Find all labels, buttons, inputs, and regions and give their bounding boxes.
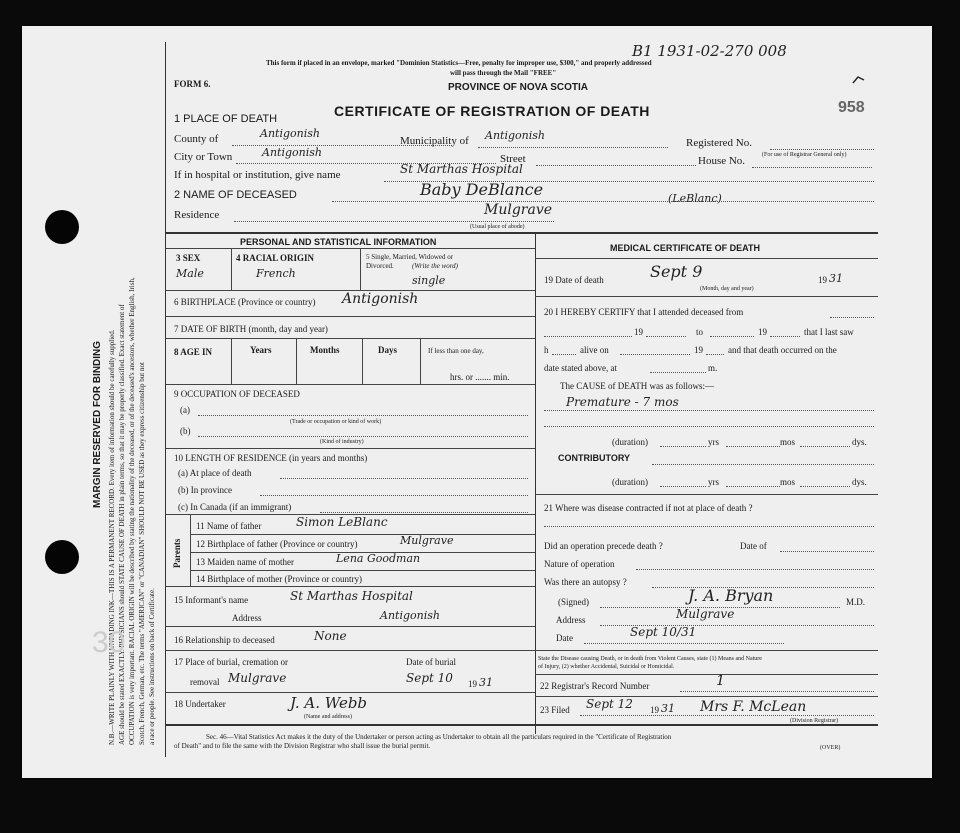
undertaker-value: J. A. Webb [290, 694, 368, 712]
deceased-name-line [332, 201, 874, 202]
deceased-name-value: Baby DeBlance [420, 180, 544, 199]
certify-line-3b-post [620, 354, 690, 355]
registrar-record-value: 1 [716, 673, 725, 689]
length-province-label: (b) In province [178, 485, 232, 495]
status-label-3: (Write the word) [412, 262, 459, 270]
city-label: City or Town [174, 151, 233, 163]
burial-label-2: removal [190, 677, 220, 687]
occupation-label: 9 OCCUPATION OF DECEASED [174, 389, 300, 399]
date-of-death-year-value: 31 [829, 272, 843, 285]
birthplace-value: Antigonish [342, 291, 419, 307]
cause-duration-line [660, 446, 706, 447]
filed-year-label: 19 [650, 705, 659, 715]
date-of-death-year-label: 19 [818, 275, 827, 285]
occupation-a-label: (a) [180, 405, 190, 415]
burial-label-1: 17 Place of burial, cremation or [174, 657, 288, 667]
age-col-2 [296, 338, 297, 384]
father-value: Simon LeBlanc [296, 515, 388, 529]
contributory-mos-line [800, 486, 850, 487]
death-certificate [22, 26, 932, 778]
operation-date-line [780, 551, 874, 552]
division-registrar-signature: Mrs F. McLean [700, 699, 807, 715]
cause-duration-label: (duration) [612, 437, 648, 447]
cause-line-2 [544, 426, 874, 427]
residence-label: Residence [174, 209, 220, 221]
length-canada-label: (c) In Canada (if an immigrant) [178, 502, 292, 512]
cause-dys-label: dys. [852, 437, 867, 447]
occupation-b-note: (Kind of industry) [320, 439, 364, 445]
father-birthplace-value: Mulgrave [400, 534, 454, 547]
certify-line-2c: 19 [758, 327, 767, 337]
state-note-rule [535, 674, 878, 675]
municipality-value: Antigonish [485, 129, 545, 142]
contributory-yrs-label: yrs [708, 477, 719, 487]
nature-operation-line [636, 569, 874, 570]
burial-date-label: Date of burial [406, 657, 456, 667]
deceased-name-label: 2 NAME OF DECEASED [174, 189, 297, 201]
registrar-record-label: 22 Registrar's Record Number [540, 681, 650, 691]
status-label-2: Divorced. [366, 262, 394, 270]
occupation-b-label: (b) [180, 426, 191, 436]
relationship-value: None [314, 629, 347, 643]
father-label: 11 Name of father [196, 521, 262, 531]
cause-label: The CAUSE of DEATH was as follows:— [560, 381, 714, 391]
undertaker-note: (Name and address) [304, 714, 352, 720]
margin-instruction-5: a race or people. See instructions on back of Certificate. [148, 588, 156, 745]
filed-date-value: Sept 12 [586, 697, 633, 711]
margin-instruction-4: Scotch, French, German, etc. The terms "AMERICAN" or "CANADIAN" SHOULD NOT BE USED as they express citizenship but not [138, 362, 146, 745]
row-7-rule [166, 338, 535, 339]
md-label: M.D. [846, 597, 866, 607]
grid-top-rule [166, 232, 878, 234]
county-value: Antigonish [260, 127, 320, 140]
length-canada-line [320, 512, 528, 513]
operation-label: Did an operation precede death ? [544, 541, 663, 551]
province-label: PROVINCE OF NOVA SCOTIA [448, 82, 589, 93]
physician-address-label: Address [556, 615, 586, 625]
age-col-1 [231, 338, 232, 384]
medical-heading-rule [535, 258, 878, 259]
certify-line-3a-post [552, 354, 576, 355]
certify-time-line [650, 372, 706, 373]
autopsy-label: Was there an autopsy ? [544, 577, 627, 587]
undertaker-label: 18 Undertaker [174, 699, 226, 709]
certify-line-1: 20 I HEREBY CERTIFY that I attended deceased from [544, 307, 744, 317]
filed-label: 23 Filed [540, 705, 570, 715]
certify-line-2a-pre [544, 336, 632, 337]
street-line [536, 165, 696, 166]
date-of-death-label: 19 Date of death [544, 275, 604, 285]
county-label: County of [174, 133, 219, 145]
faint-mark: 30 [92, 626, 126, 659]
age-less-day-label: If less than one day, [428, 347, 484, 355]
cause-value: Premature - 7 mos [566, 395, 679, 409]
cause-mos-line [800, 446, 850, 447]
cause-mos-label: mos [780, 437, 796, 447]
envelope-note-2: will pass through the Mail "FREE" [450, 69, 557, 77]
informant-value: St Marthas Hospital [290, 589, 413, 603]
municipality-label: Municipality of [400, 135, 469, 147]
sec46-text-1: Sec. 46—Vital Statistics Act makes it the duty of the Undertaker or person acting as Undertaker to obtain all the particulars required in the "Certificate of Registration [206, 733, 672, 741]
occupation-a-note: (Trade or occupation or kind of work) [290, 419, 382, 425]
registered-label: Registered No. [686, 137, 752, 149]
length-residence-label: 10 LENGTH OF RESIDENCE (in years and months) [174, 453, 368, 463]
occupation-b-line [198, 436, 528, 437]
medical-heading: MEDICAL CERTIFICATE OF DEATH [610, 243, 760, 253]
contributory-duration-line [660, 486, 706, 487]
row-9-rule [166, 448, 535, 449]
birthplace-label: 6 BIRTHPLACE (Province or country) [174, 297, 316, 307]
burial-date-value: Sept 10 [406, 671, 453, 685]
informant-address-value: Antigonish [380, 609, 440, 622]
personal-heading-rule [166, 248, 535, 249]
certify-line-2a: 19 [634, 327, 643, 337]
date-of-death-note: (Month, day and year) [700, 286, 754, 292]
length-place-label: (a) At place of death [178, 468, 252, 478]
sex-value: Male [176, 267, 204, 280]
father-rule [190, 534, 535, 535]
signed-label: (Signed) [558, 597, 589, 607]
status-value: single [412, 274, 446, 287]
age-label: 8 AGE IN [174, 347, 213, 357]
racial-label: 4 RACIAL ORIGIN [236, 253, 315, 263]
age-hrs-min-label: hrs. or ....... min. [450, 372, 510, 382]
burial-year-label: 19 [468, 679, 477, 689]
where-contracted-line [544, 526, 874, 527]
cause-yrs-line [726, 446, 780, 447]
envelope-note-1: This form if placed in an envelope, marked "Dominion Statistics—Free, penalty for improper use, $300," and properly addressed [266, 59, 652, 67]
age-years-label: Years [250, 345, 272, 355]
age-col-3 [362, 338, 363, 384]
grid-center-divider [535, 232, 536, 734]
certify-line-3a: h [544, 345, 549, 355]
contributory-label: CONTRIBUTORY [558, 453, 630, 463]
registered-line [770, 149, 874, 150]
deceased-name-alt: (LeBlanc) [668, 192, 722, 205]
physician-address-value: Mulgrave [676, 607, 735, 621]
house-line [752, 167, 872, 168]
mother-rule [190, 570, 535, 571]
house-label: House No. [698, 155, 746, 167]
municipality-line [478, 147, 668, 148]
residence-note: (Usual place of abode) [470, 224, 525, 230]
parents-rule [166, 586, 535, 587]
hospital-label: If in hospital or institution, give name [174, 169, 341, 181]
certify-line-3c: 19 [694, 345, 703, 355]
racial-value: French [256, 267, 296, 280]
burial-place-value: Mulgrave [228, 671, 287, 685]
physician-date-value: Sept 10/31 [630, 625, 697, 639]
filed-year-value: 31 [661, 702, 675, 715]
registrar-record-line [680, 691, 874, 692]
contributory-duration-label: (duration) [612, 477, 648, 487]
certify-from-line [830, 317, 874, 318]
where-contracted-label: 21 Where was disease contracted if not at place of death ? [544, 503, 753, 513]
filed-line [580, 715, 874, 716]
contributory-line [652, 464, 874, 465]
date-of-death-value: Sept 9 [650, 262, 703, 281]
margin-instruction-3: OCCUPATION is very important. RACIAL ORIGIN will be described by stating the nationality of the deceased, or of the deceased's ancestors, whether English, Irish, [128, 277, 136, 745]
date-of-death-rule [535, 296, 878, 297]
binding-hole-top [45, 210, 79, 244]
age-days-label: Days [378, 345, 398, 355]
cause-line-1 [544, 410, 874, 411]
age-col-4 [420, 338, 421, 384]
nature-operation-label: Nature of operation [544, 559, 615, 569]
contributory-yrs-line [726, 486, 780, 487]
registration-number-handwritten: B1 1931-02-270 008 [632, 42, 787, 60]
certify-line-2c-post [770, 336, 800, 337]
informant-rule [166, 626, 535, 627]
state-disease-note-2: of Injury, (2) whether Accidental, Suicidal or Homicidal. [538, 664, 675, 670]
length-province-line [260, 495, 528, 496]
margin-instruction-1: N.B.—WRITE PLAINLY WITH UNFADING INK—THIS IS A PERMANENT RECORD. Every item of information should be carefully supplied. [108, 329, 116, 745]
margin-instruction-2: AGE should be stated EXACTLY. PHYSICIANS should STATE CAUSE OF DEATH in plain terms, so that it may be properly classified. Exact statement of [118, 304, 126, 745]
certify-line-3b: alive on [580, 345, 609, 355]
binding-hole-bottom [45, 540, 79, 574]
page-title: CERTIFICATE OF REGISTRATION OF DEATH [334, 103, 650, 119]
racial-divider [360, 248, 361, 290]
mother-label: 13 Maiden name of mother [196, 557, 294, 567]
certify-line-4: date stated above, at [544, 363, 617, 373]
informant-label: 15 Informant's name [174, 595, 249, 605]
certify-line-2a-post [646, 336, 686, 337]
parents-label: Parents [172, 538, 182, 568]
parents-divider [190, 514, 191, 586]
father-birthplace-label: 12 Birthplace of father (Province or country) [196, 539, 358, 549]
sec46-text-2: of Death" and to file the same with the Division Registrar who shall issue the burial permit. [174, 742, 431, 750]
sex-label: 3 SEX [176, 253, 201, 263]
row-8-rule [166, 384, 535, 385]
certify-line-2b: to [696, 327, 704, 337]
registrar-use-note: (For use of Registrar General only) [762, 152, 847, 158]
certify-line-3c-post [706, 354, 724, 355]
length-place-line [280, 478, 528, 479]
age-months-label: Months [310, 345, 340, 355]
street-label: Street [500, 153, 526, 165]
over-label: (OVER) [820, 745, 841, 751]
relationship-rule [166, 650, 535, 651]
informant-address-label: Address [232, 613, 262, 623]
contributory-rule [535, 494, 878, 495]
place-of-death-label: 1 PLACE OF DEATH [174, 113, 278, 125]
certify-line-3d: and that death occurred on the [728, 345, 837, 355]
binding-label: MARGIN RESERVED FOR BINDING [92, 340, 103, 508]
state-disease-note-1: State the Disease causing Death, or in death from Violent Causes, state (1) Means and Nature [538, 656, 762, 662]
residence-line [234, 221, 554, 222]
hospital-value: St Marthas Hospital [400, 162, 523, 176]
burial-rule [166, 692, 535, 693]
certify-line-4m: m. [708, 363, 718, 373]
city-value: Antigonish [262, 146, 322, 159]
personal-heading: PERSONAL AND STATISTICAL INFORMATION [240, 237, 437, 247]
certify-line-2b-post [710, 336, 754, 337]
mother-birthplace-label: 14 Birthplace of mother (Province or country) [196, 574, 362, 584]
stamp-number: 958 [838, 99, 865, 116]
contributory-mos-label: mos [780, 477, 796, 487]
sex-divider [231, 248, 232, 290]
certify-line-2d: that I last saw [804, 327, 854, 337]
form-number: FORM 6. [174, 79, 211, 89]
physician-signature: J. A. Bryan [688, 586, 774, 605]
physician-rule [535, 650, 878, 651]
row-6-rule [166, 316, 535, 317]
grid-bottom-rule [166, 724, 878, 726]
division-registrar-note: (Division Registrar) [790, 718, 839, 724]
cause-yrs-label: yrs [708, 437, 719, 447]
contributory-dys-label: dys. [852, 477, 867, 487]
operation-date-label: Date of [740, 541, 767, 551]
physician-date-label: Date [556, 633, 573, 643]
dob-label: 7 DATE OF BIRTH (month, day and year) [174, 324, 328, 334]
status-label-1: 5 Single, Married, Widowed or [366, 253, 454, 261]
relationship-label: 16 Relationship to deceased [174, 635, 275, 645]
burial-year-value: 31 [479, 676, 493, 689]
mother-value: Lena Goodman [336, 552, 421, 565]
residence-value: Mulgrave [484, 202, 553, 218]
physician-date-line [584, 643, 784, 644]
occupation-a-line [198, 415, 528, 416]
check-mark-icon [852, 74, 866, 86]
